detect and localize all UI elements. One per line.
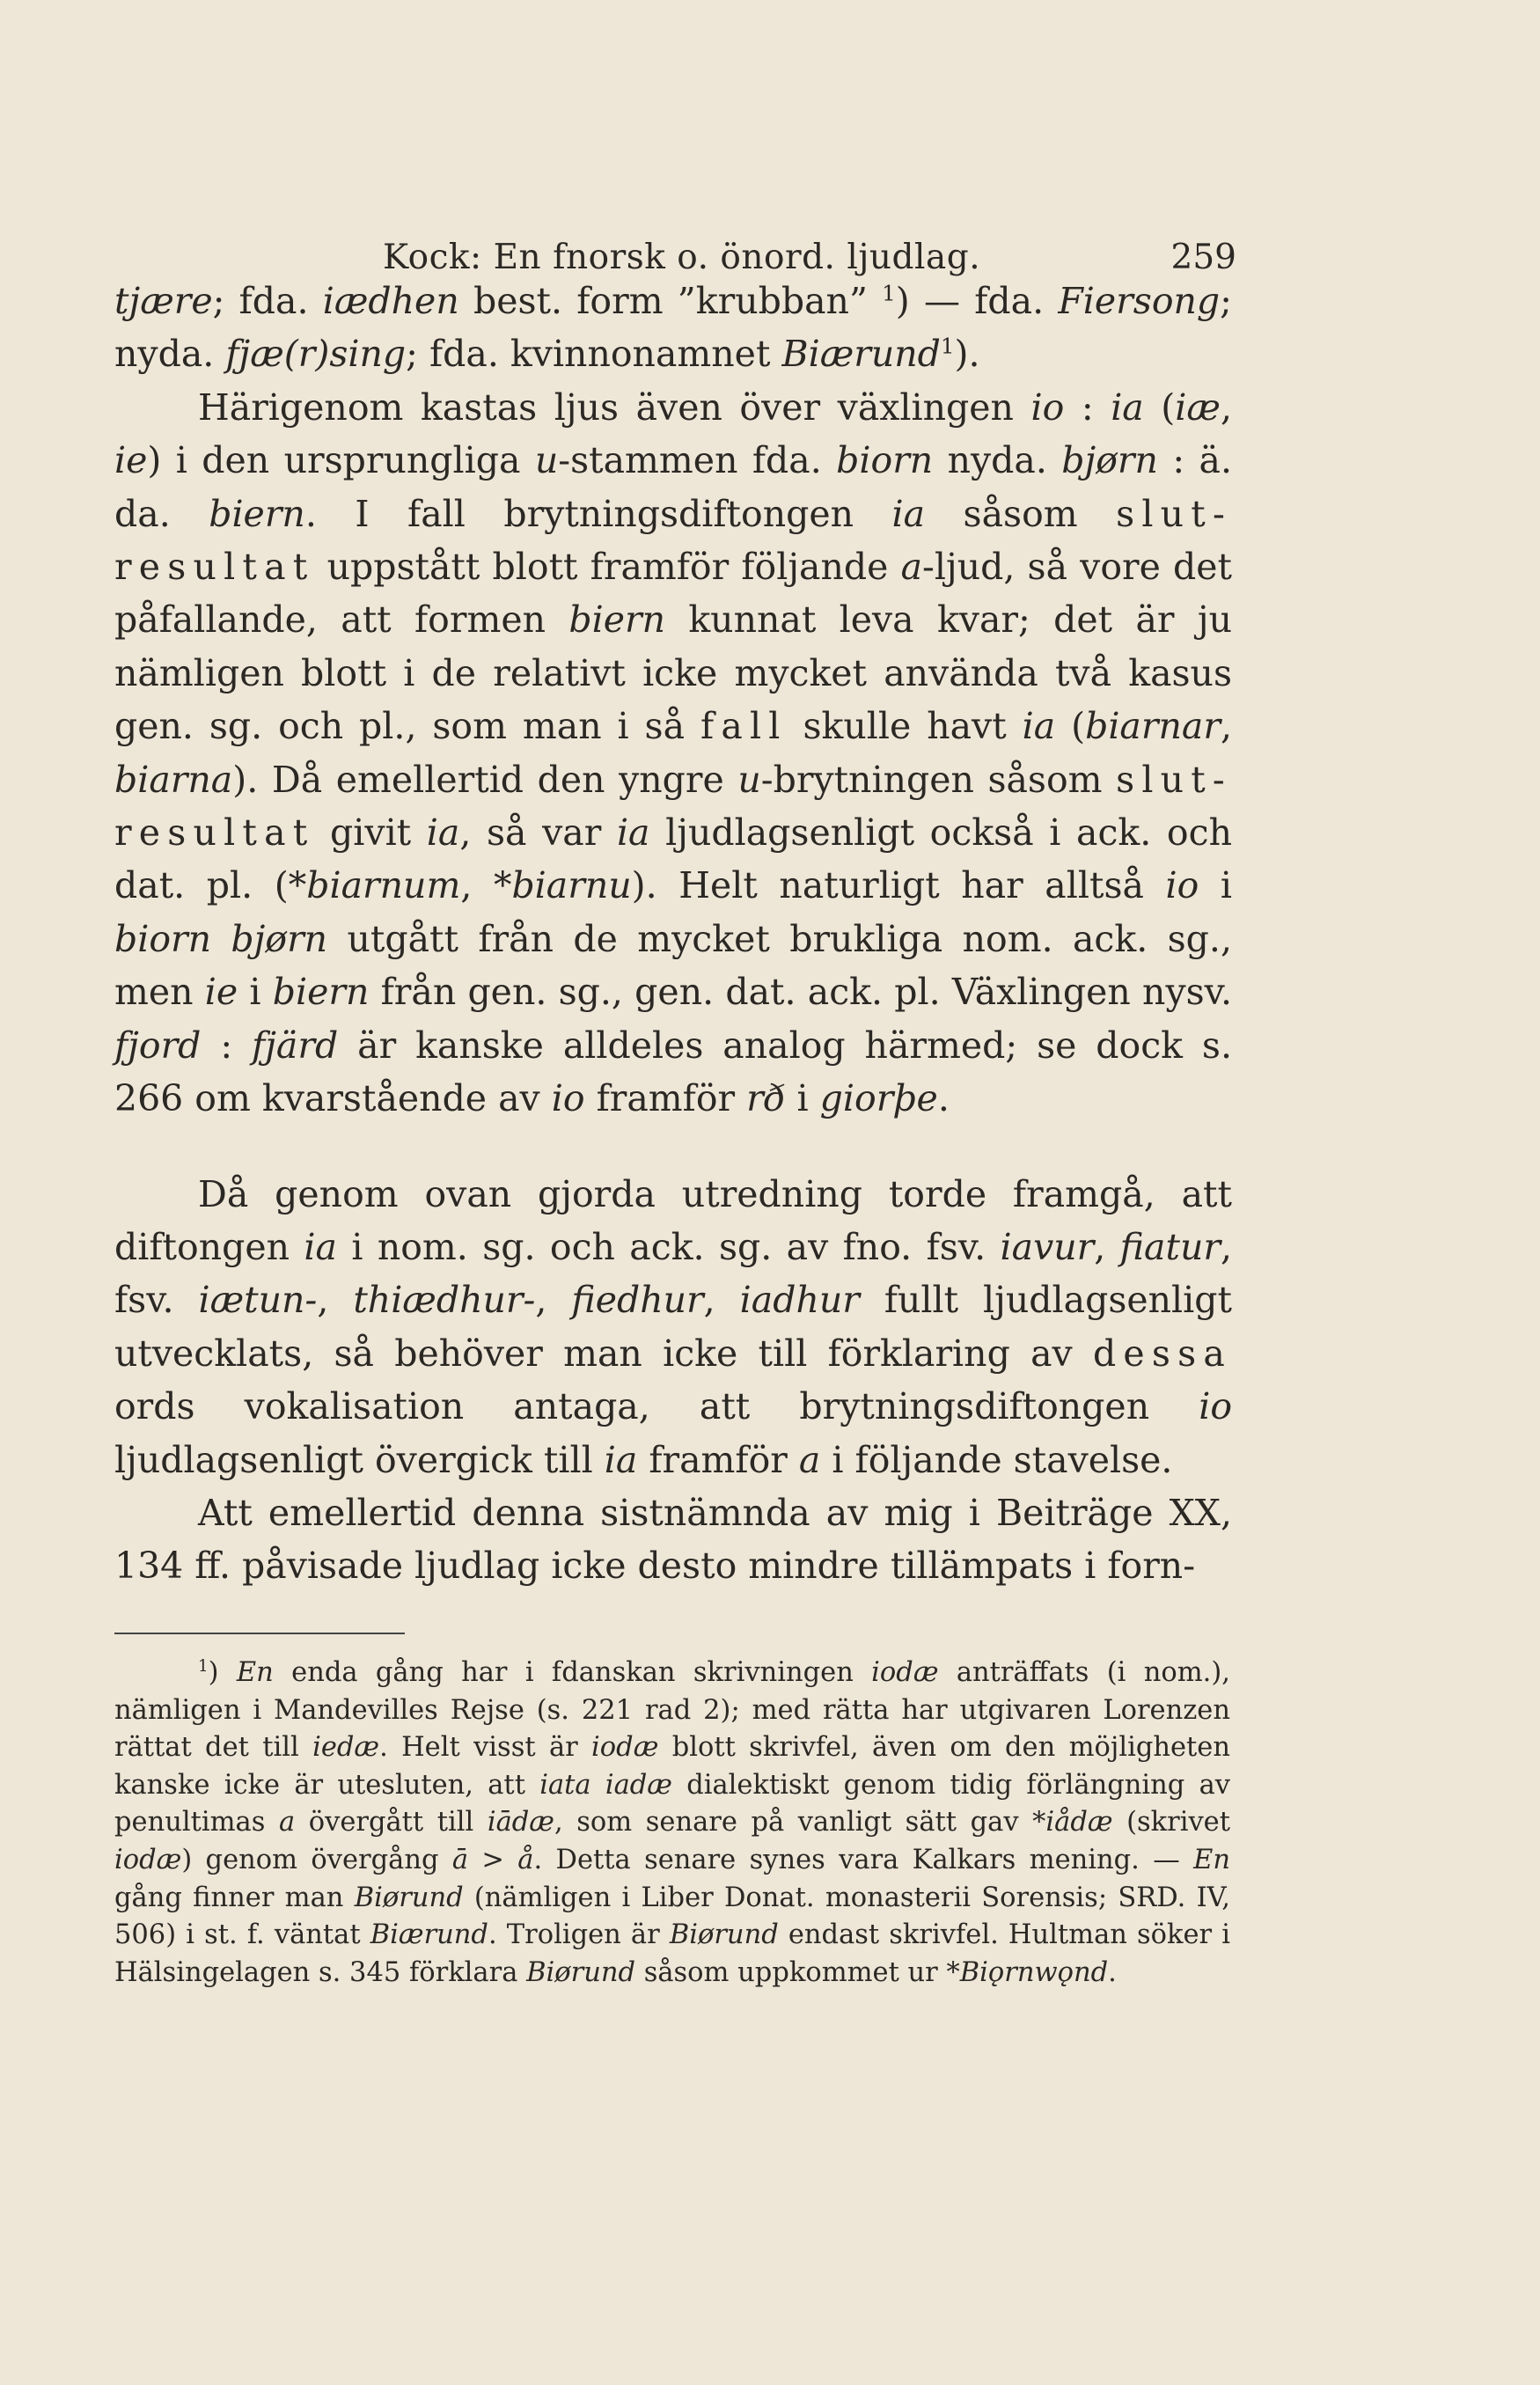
text-span: u — [534, 439, 559, 482]
text-span: En — [1193, 1844, 1230, 1875]
text-span: biern — [568, 598, 665, 642]
text-span: blott skrivfel, även om den möjligheten kanske icke är utesluten, att — [114, 1732, 1230, 1801]
text-span: , så var — [459, 811, 617, 855]
text-span: enda gång har i fdanskan skrivningen — [273, 1657, 872, 1688]
text-span: thiædhur- — [353, 1279, 536, 1322]
text-span: övergått till — [295, 1807, 488, 1838]
text-span: biorn — [836, 439, 934, 482]
text-span: , — [535, 1279, 572, 1322]
text-span: ). Då emellertid den yngre — [232, 758, 738, 801]
text-span: iedæ — [312, 1732, 380, 1764]
footnote-ref: 1 — [940, 333, 955, 359]
footnote-ref: 1 — [882, 280, 896, 306]
footnote-marker: 1 — [198, 1656, 209, 1676]
text-span: rð — [746, 1077, 786, 1120]
text-span: kunnat leva kvar; det är ju nämligen blott i de relativt icke mycket använda två kasus gen. sg. och pl., som man i så — [114, 598, 1232, 748]
text-span: anträffats (i nom.), nämligen i Mandevilles Rejse (s. 221 rad 2); med rätta har utgivaren Lorenzen rättat det till — [114, 1657, 1230, 1764]
text-span: *biarnu — [493, 864, 632, 907]
text-span: , — [1094, 1225, 1120, 1268]
text-span: ords vokalisation antaga, att brytningsdiftongen — [114, 1385, 1199, 1428]
text-span: biorn bjørn — [114, 917, 328, 960]
text-span: såsom — [925, 492, 1117, 535]
text-span: . I fall brytningsdiftongen — [304, 492, 892, 535]
text-span: : ä. da. — [114, 439, 1232, 535]
text-span: tjære — [114, 280, 213, 322]
text-span: ljudlagsenligt övergick till — [114, 1438, 605, 1481]
text-span: biern — [272, 971, 370, 1014]
text-span: io — [551, 1077, 585, 1120]
text-span: ) genom övergång — [181, 1844, 452, 1875]
text-span: a — [278, 1807, 296, 1838]
running-title: Kock: En fnorsk o. önord. ljudlag. — [383, 238, 981, 277]
text-span: fullt ljudlagsenligt utvecklats, så behöver man icke till förklaring av — [114, 1279, 1232, 1375]
paragraph-4 — [114, 1486, 1232, 1593]
text-span: biarna — [114, 758, 233, 801]
text-span: nyda. — [933, 439, 1062, 482]
text-span: io — [1165, 864, 1199, 907]
text-span: biarnar — [1085, 705, 1221, 748]
text-span: -brytningen såsom — [760, 758, 1117, 801]
footnote-rule — [114, 1633, 405, 1634]
text-span: iadhur — [739, 1279, 860, 1322]
text-span: ie — [114, 439, 148, 482]
text-span: , fsv. — [114, 1225, 1232, 1322]
text-span: ia — [1022, 705, 1056, 748]
text-span: gång finner man — [114, 1882, 355, 1913]
paragraph-1 — [114, 275, 1232, 381]
footnote-1 — [114, 1655, 1230, 1992]
text-span: i — [785, 1077, 820, 1120]
text-span: Biærund — [781, 333, 941, 376]
text-span: . Helt visst är — [379, 1732, 592, 1764]
text-span: Härigenom kastas ljus även över växlingen — [198, 385, 1031, 429]
text-span: ) — [208, 1657, 237, 1688]
text-span: . — [937, 1077, 950, 1120]
text-span: skulle havt — [787, 705, 1023, 748]
text-span: ia — [891, 492, 926, 535]
text-span: ia — [304, 1225, 337, 1268]
text-span: fjæ(r)sing — [225, 333, 407, 376]
text-span: framför — [584, 1077, 747, 1120]
main-text — [114, 275, 1232, 1593]
text-span: fall — [700, 705, 788, 748]
text-span: slut-resultat — [114, 492, 1232, 589]
text-span: En — [236, 1657, 274, 1688]
text-span: ( — [1143, 385, 1176, 429]
text-span: . — [1108, 1956, 1117, 1988]
text-span: a — [798, 1438, 821, 1481]
text-span: iætun- — [198, 1279, 318, 1322]
text-span: Biørund — [354, 1882, 464, 1913]
text-span: iodæ — [114, 1844, 182, 1875]
text-span: iodæ — [591, 1732, 659, 1764]
text-span: fjärd — [252, 1024, 339, 1067]
text-span: Biærund — [370, 1919, 488, 1951]
paragraph-3 — [114, 1168, 1232, 1486]
text-span: Då genom ovan gjorda utredning torde framgå, att diftongen — [114, 1172, 1232, 1268]
text-span: -stammen fda. — [558, 439, 837, 482]
text-span: bjørn — [1061, 439, 1158, 482]
text-span: slut-resultat — [114, 758, 1232, 855]
paragraph-2 — [114, 381, 1232, 1126]
text-span: i nom. sg. och ack. sg. av fno. fsv. — [336, 1225, 1001, 1268]
text-span: , som senare på vanligt sätt gav — [554, 1807, 1033, 1838]
footnotes — [114, 1655, 1230, 1992]
text-span: ) i den ursprungliga — [147, 439, 535, 482]
text-span: uppstått blott framför följande — [314, 546, 901, 589]
text-span: , — [1220, 385, 1232, 429]
text-span: framför — [637, 1438, 799, 1481]
text-span: ). Helt naturligt har alltså — [631, 864, 1166, 907]
text-span: ; nyda. — [114, 280, 1232, 376]
text-span: ā > å — [451, 1844, 534, 1875]
text-span: (skrivet — [1112, 1807, 1230, 1838]
text-span: från gen. sg., gen. dat. ack. pl. Växlingen nysv. — [369, 971, 1232, 1014]
text-span: : — [201, 1024, 253, 1067]
text-span: Biørund — [526, 1956, 635, 1988]
text-span: *biarnum — [288, 864, 461, 907]
text-span: iodæ — [871, 1657, 939, 1688]
text-span: ia — [1111, 385, 1144, 429]
text-span: , — [703, 1279, 740, 1322]
text-span: : — [1064, 385, 1111, 429]
text-span: io — [1199, 1385, 1232, 1428]
text-span: biern — [209, 492, 305, 535]
text-span: best. form ”krubban” — [458, 280, 883, 322]
text-span: är kanske alldeles analog härmed; se dock s. 266 om kvarstående av — [114, 1024, 1233, 1120]
text-span: Fiersong — [1058, 280, 1221, 322]
text-span: ; fda. kvinnonamnet — [406, 333, 782, 376]
text-span: iādæ — [487, 1807, 554, 1838]
text-span: *iådæ — [1032, 1807, 1113, 1838]
text-span: ( — [1055, 705, 1086, 748]
text-span: giorþe — [819, 1077, 938, 1120]
text-span: ia — [426, 811, 460, 855]
text-span: iæ — [1175, 385, 1221, 429]
page-number: 259 — [1170, 238, 1236, 277]
text-span: utgått från de mycket brukliga nom. ack. sg., men — [114, 917, 1232, 1014]
text-span: i följande stavelse. — [820, 1438, 1173, 1481]
text-span: i — [1199, 864, 1232, 907]
text-span: ia — [616, 811, 650, 855]
text-span: -ljud, så vore det påfallande, att formen — [114, 546, 1232, 642]
text-span: ia — [604, 1438, 638, 1481]
text-span: *Biǫrnwǫnd — [946, 1956, 1109, 1988]
text-span: iata iadæ — [539, 1769, 672, 1801]
text-span: ). — [954, 333, 980, 376]
text-span: , — [460, 864, 494, 907]
text-span: ie — [204, 971, 238, 1014]
text-span: fjord — [114, 1024, 202, 1067]
text-span: (nämligen i Liber Donat. monasterii Sorensis; SRD. IV, 506) i st. f. väntat — [114, 1882, 1231, 1951]
text-span: ; fda. — [212, 280, 323, 322]
text-span: ljudlagsenligt också i ack. och dat. pl. ( — [114, 811, 1232, 907]
text-span: dessa — [1092, 1332, 1232, 1375]
text-span: fiedhur — [571, 1279, 704, 1322]
text-span: . Detta senare synes vara Kalkars mening. — — [533, 1844, 1194, 1875]
text-span: u — [737, 758, 761, 801]
text-span: io — [1030, 385, 1065, 429]
text-span: Biørund — [669, 1919, 779, 1951]
text-span: iavur — [1000, 1225, 1095, 1268]
text-span: , — [1220, 705, 1232, 748]
text-span: , — [317, 1279, 354, 1322]
text-span: Att emellertid denna sistnämnda av mig i Beiträge XX, 134 ff. påvisade ljudlag icke desto mindre tillämpats i forn- — [114, 1491, 1232, 1588]
text-span: a — [900, 546, 923, 589]
text-span: iædhen — [322, 280, 459, 322]
text-span: fiatur — [1119, 1225, 1221, 1268]
text-span: såsom uppkommet ur — [635, 1956, 947, 1988]
text-span: . Troligen är — [488, 1919, 670, 1951]
text-span: ) — fda. — [895, 280, 1059, 322]
text-span: i — [238, 971, 273, 1014]
text-span: endast skrivfel. Hultman söker i Hälsingelagen s. 345 förklara — [114, 1919, 1231, 1988]
text-span: dialektiskt genom tidig förlängning av penultimas — [114, 1769, 1230, 1838]
text-span: givit — [314, 811, 427, 855]
